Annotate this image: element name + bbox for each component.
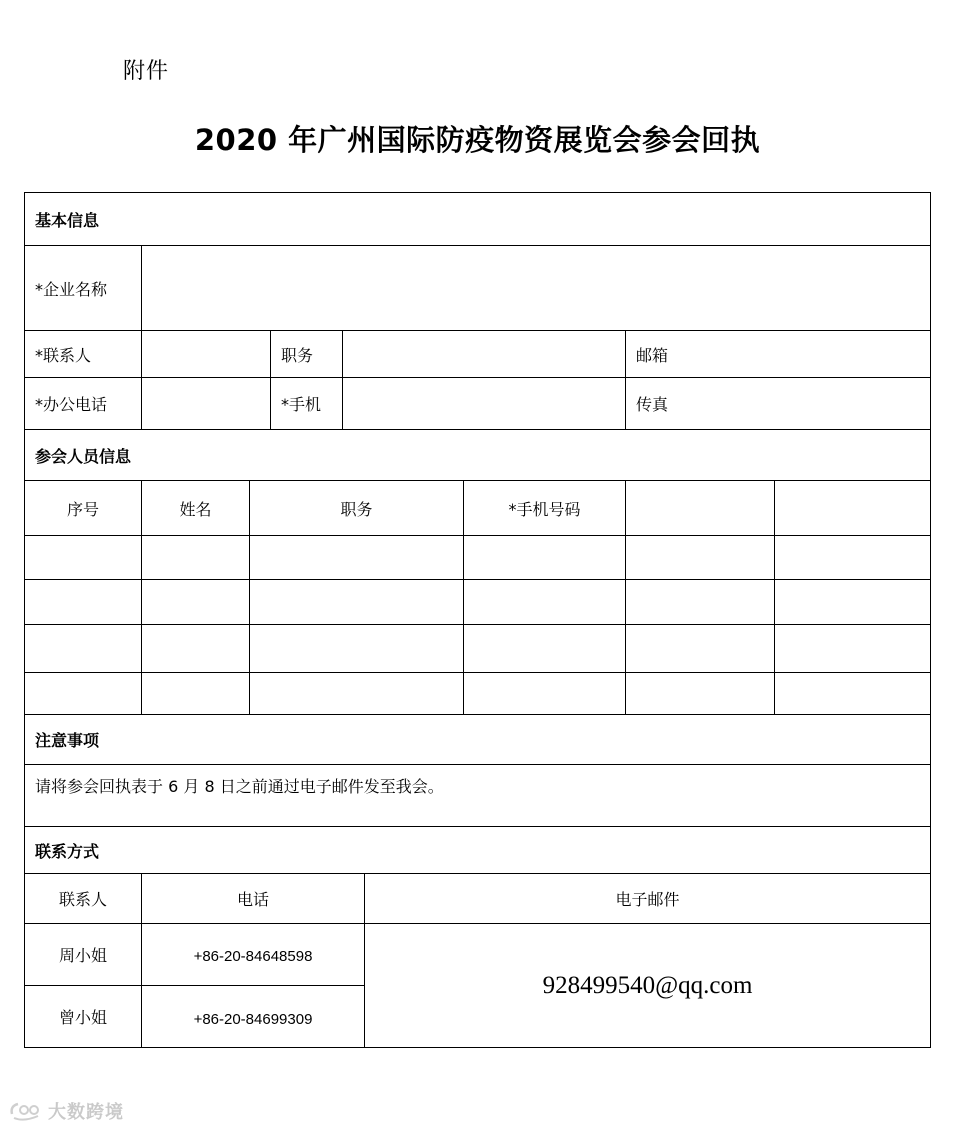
contact-column-header-email: 电子邮件 bbox=[615, 890, 680, 909]
contact-person-name: 周小姐 bbox=[58, 946, 107, 965]
contact-person-phone: +86-20-84648598 bbox=[193, 947, 313, 965]
mobile-label: *手机 bbox=[281, 395, 322, 414]
fax-label: 传真 bbox=[636, 395, 669, 414]
table-cell[interactable] bbox=[464, 673, 625, 714]
table-cell[interactable] bbox=[142, 580, 249, 624]
position-label: 职务 bbox=[281, 345, 314, 365]
contact-label: *联系人 bbox=[35, 345, 92, 365]
table-cell[interactable] bbox=[775, 673, 930, 714]
office-phone-field[interactable] bbox=[142, 378, 270, 429]
contact-person-name: 曾小姐 bbox=[58, 1008, 107, 1027]
mobile-field[interactable] bbox=[343, 378, 625, 429]
table-cell[interactable] bbox=[775, 625, 930, 672]
office-phone-label: *办公电话 bbox=[35, 395, 108, 414]
company-name-label: *企业名称 bbox=[35, 279, 108, 299]
table-cell[interactable] bbox=[250, 673, 463, 714]
table-cell[interactable] bbox=[775, 536, 930, 579]
attendees-section-title: 参会人员信息 bbox=[35, 446, 132, 466]
notes-section-title: 注意事项 bbox=[35, 731, 100, 750]
table-cell[interactable] bbox=[626, 673, 774, 714]
column-header-position: 职务 bbox=[340, 499, 373, 519]
table-cell[interactable] bbox=[626, 536, 774, 579]
position-field[interactable] bbox=[343, 331, 625, 377]
column-header-blank-1 bbox=[626, 481, 774, 535]
table-cell[interactable] bbox=[25, 625, 141, 672]
table-cell[interactable] bbox=[250, 536, 463, 579]
table-cell[interactable] bbox=[626, 625, 774, 672]
contact-column-header-person: 联系人 bbox=[58, 890, 107, 909]
table-cell[interactable] bbox=[142, 673, 249, 714]
table-cell[interactable] bbox=[464, 580, 625, 624]
table-cell[interactable] bbox=[142, 625, 249, 672]
table-cell[interactable] bbox=[25, 580, 141, 624]
table-cell[interactable] bbox=[775, 580, 930, 624]
watermark-text: 大数跨境 bbox=[48, 1102, 124, 1123]
table-cell[interactable] bbox=[142, 536, 249, 579]
notes-text: 请将参会回执表于 6 月 8 日之前通过电子邮件发至我会。 bbox=[35, 776, 444, 796]
table-cell[interactable] bbox=[25, 536, 141, 579]
column-header-blank-2 bbox=[775, 481, 930, 535]
email-label: 邮箱 bbox=[636, 345, 669, 365]
company-name-field[interactable] bbox=[142, 246, 930, 330]
contact-email: 928499540@qq.com bbox=[542, 971, 753, 999]
contact-section-title: 联系方式 bbox=[35, 841, 100, 861]
column-header-number: 序号 bbox=[66, 499, 99, 519]
attachment-label: 附件 bbox=[123, 59, 170, 84]
table-cell[interactable] bbox=[464, 625, 625, 672]
table-cell[interactable] bbox=[250, 580, 463, 624]
table-cell[interactable] bbox=[626, 580, 774, 624]
table-cell[interactable] bbox=[464, 536, 625, 579]
basic-info-section-title: 基本信息 bbox=[35, 210, 100, 230]
contact-person-phone: +86-20-84699309 bbox=[193, 1010, 313, 1028]
watermark bbox=[8, 1098, 124, 1124]
table-cell[interactable] bbox=[25, 673, 141, 714]
table-cell[interactable] bbox=[250, 625, 463, 672]
column-header-mobile: *手机号码 bbox=[508, 499, 581, 519]
contact-field[interactable] bbox=[142, 331, 270, 377]
page-title: 2020 年广州国际防疫物资展览会参会回执 bbox=[194, 123, 761, 157]
contact-column-header-phone: 电话 bbox=[236, 890, 269, 909]
column-header-name: 姓名 bbox=[179, 499, 212, 519]
watermark-logo-icon bbox=[8, 1100, 44, 1122]
